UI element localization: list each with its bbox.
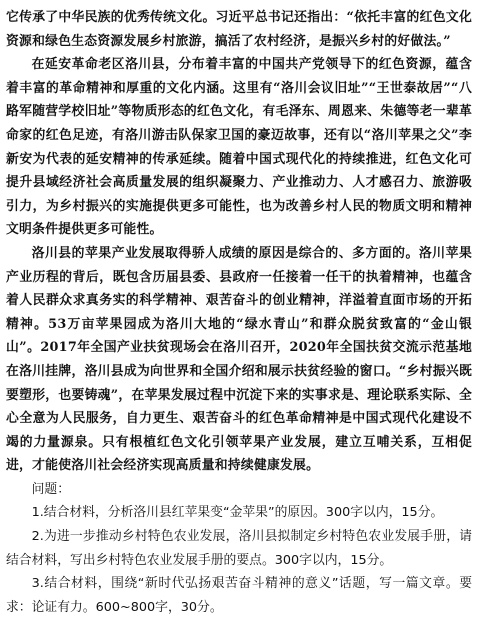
passage-paragraph-apple-industry: 洛川县的苹果产业发展取得骄人成绩的原因是综合的、多方面的。洛川苹果产业历程的背后，既包含历届县委、县政府一任接着一任干的执着精神，也蕴含着人民群众求真务实的科学精神、艰苦奋斗的创业精神，洋溢着直面市场的开拓精神。53万亩苹果园成为洛川大地的“绿水青山”和群众脱贫致富的“金山银山”。2017年全国产业扶贫现场会在洛川召开，2020年全国扶贫交流示范基地在洛川挂牌，洛川县成为向世界和全国介绍和展示扶贫经验的窗口。“乡村振兴既要塑形，也要铸魂”，在苹果发展过程中沉淀下来的实事求是、理论联系实际、全心全意为人民服务，自力更生、艰苦奋斗的红色革命精神是中国式现代化建设不竭的力量源泉。只有根植红色文化引领苹果产业发展，建立互哺关系，互相促进，才能使洛川社会经济实现高质量和持续健康发展。: [6, 245, 472, 474]
questions-heading: 问题：: [31, 481, 70, 497]
passage-paragraph-continued: 它传承了中华民族的优秀传统文化。习近平总书记还指出：“依托丰富的红色文化资源和绿色生态资源发展乡村旅游，搞活了农村经济，是振兴乡村的好做法。”: [6, 10, 472, 49]
question-2: 2.为进一步推动乡村特色农业发展，洛川县拟制定乡村特色农业发展手册，请结合材料，写出乡村特色农业发展手册的要点。300字以内，15分。: [6, 529, 472, 568]
question-1: 1.结合材料，分析洛川县红苹果变“金苹果”的原因。300字以内，15分。: [31, 505, 444, 521]
question-3: 3.结合材料，围绕“新时代弘扬艰苦奋斗精神的意义”话题，写一篇文章。要求：论证有力。600~800字，30分。: [6, 576, 472, 615]
passage-paragraph-red-resources: 在延安革命老区洛川县，分布着丰富的中国共产党领导下的红色资源，蕴含着丰富的革命精神和厚重的文化内涵。这里有“洛川会议旧址”“王世泰故居”“八路军随营学校旧址”等物质形态的红色文化，有毛泽东、周恩来、朱德等老一辈革命家的红色足迹，有洛川游击队保家卫国的豪迈故事，还有以“洛川苹果之父”李新安为代表的延安精神的传承延续。随着中国式现代化的持续推进，红色文化可提升县域经济社会高质量发展的组织凝聚力、产业推动力、人才感召力、旅游吸引力，为乡村振兴的实施提供更多可能性，也为改善乡村人民的物质文明和精神文明条件提供更多可能性。: [6, 57, 472, 238]
